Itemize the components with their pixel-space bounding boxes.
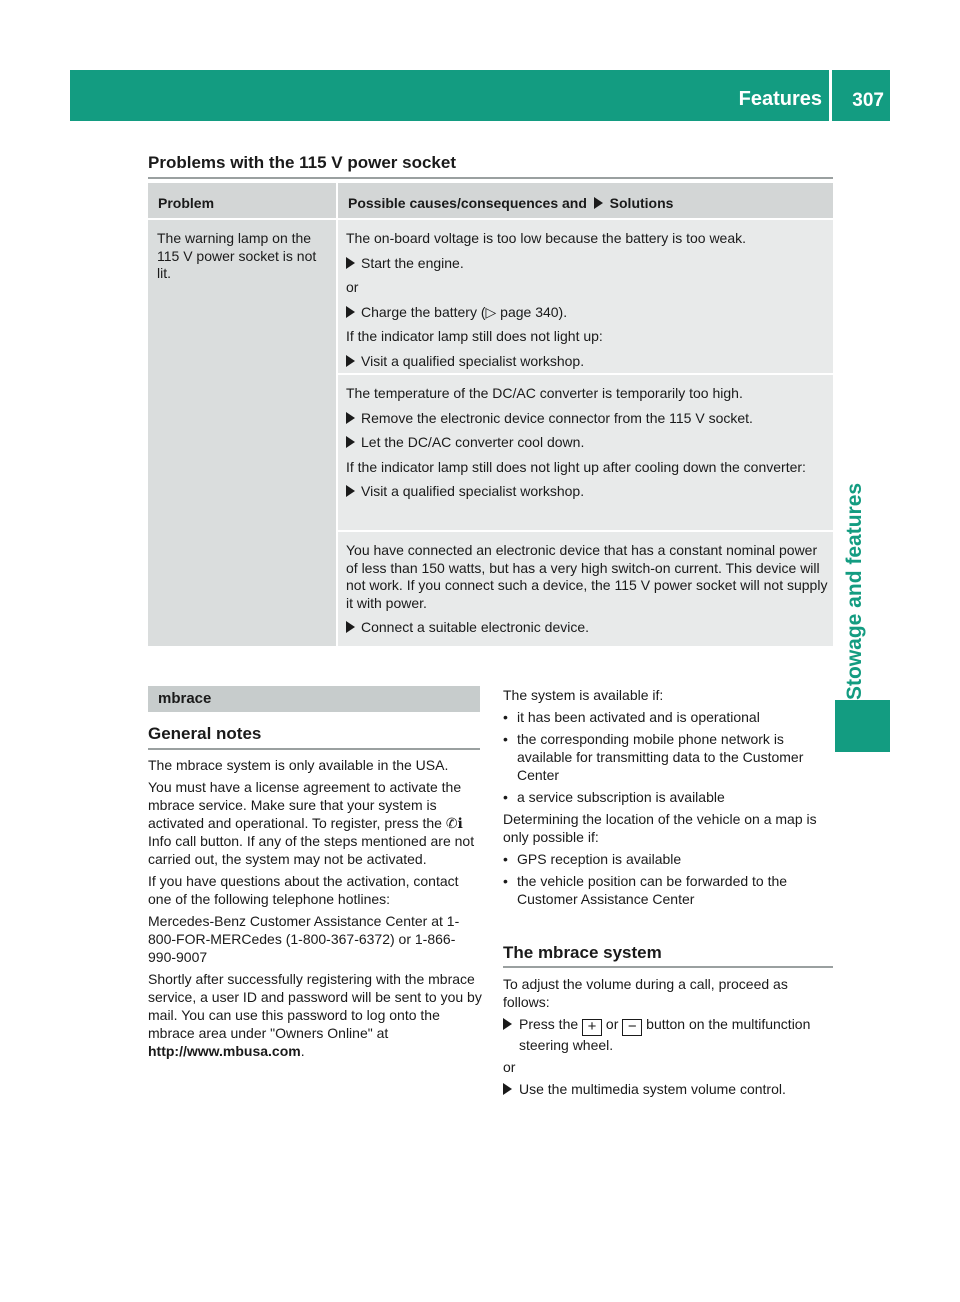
paragraph: The mbrace system is only available in the USA. (148, 757, 449, 773)
step: Charge the battery (▷ page 340). (346, 304, 828, 322)
step: Press the + or − button on the multifunction steering wheel. (503, 1015, 835, 1054)
plus-key-icon: + (582, 1019, 602, 1036)
paragraph: To adjust the volume during a call, proceed as follows: (503, 976, 788, 1010)
list-item: • the corresponding mobile phone network is available for transmitting data to the Customer Center (503, 731, 804, 783)
section-title: Problems with the 115 V power socket (148, 153, 456, 172)
arrow-icon (503, 1018, 512, 1030)
arrow-icon (346, 436, 355, 448)
arrow-icon (594, 197, 603, 209)
availability-column (503, 686, 835, 912)
step: Visit a qualified specialist workshop. (346, 353, 828, 371)
cause-text: You have connected an electronic device that has a constant nominal power of less than 150 watts, but has a very high switch-on current. This device will not work. If you connect such a device, the 115 V power socket will not supply it with power. (346, 542, 828, 611)
mbrace-system-divider (503, 966, 833, 968)
problem-cell (148, 220, 336, 646)
arrow-icon (346, 621, 355, 633)
cause-text: The on-board voltage is too low because the battery is too weak. (346, 230, 747, 246)
table-header-problem (148, 183, 336, 218)
solution-cell-3 (338, 532, 833, 646)
step: Let the DC/AC converter cool down. (346, 434, 828, 452)
chapter-title: Features (738, 88, 822, 110)
general-notes-title: General notes (148, 724, 262, 743)
arrow-icon (346, 355, 355, 367)
paragraph: Determining the location of the vehicle on a map is only possible if: (503, 811, 817, 845)
side-tab-label: Stowage and features (843, 482, 866, 700)
solution-cell-1 (338, 220, 833, 373)
minus-key-icon: − (622, 1019, 642, 1036)
table-header-solutions (338, 183, 833, 218)
phone-info-icon: ✆ℹ (445, 815, 463, 831)
step: Visit a qualified specialist workshop. (346, 483, 828, 501)
solution-cell-2 (338, 375, 833, 530)
mbrace-label: mbrace (148, 686, 480, 712)
header-solutions-label: Possible causes/consequences and Solutions (348, 195, 674, 211)
paragraph: The system is available if: (503, 687, 664, 703)
side-tab-marker (835, 700, 890, 752)
header-bar (70, 70, 890, 121)
arrow-icon (346, 412, 355, 424)
step: Start the engine. (346, 255, 828, 273)
step: Connect a suitable electronic device. (346, 619, 828, 637)
arrow-icon (346, 306, 355, 318)
followup-text: If the indicator lamp still does not light up: (346, 328, 603, 344)
arrow-icon (346, 485, 355, 497)
paragraph: Shortly after successfully registering with the mbrace service, a user ID and password will be sent to you by mail. You can use this password to log onto the mbrace area under "Owners Online" at http://www.mbusa.com. (148, 971, 482, 1059)
problem-text: The warning lamp on the 115 V power socket is not lit. (157, 230, 317, 281)
paragraph: You must have a license agreement to activate the mbrace service. Make sure that your system is activated and operational. To register, press the ✆ℹ Info call button. If any of the steps mentioned are not carried out, the system may not be activated. (148, 779, 475, 867)
step: Remove the electronic device connector from the 115 V socket. (346, 410, 828, 428)
arrow-icon (503, 1083, 512, 1095)
list-item: • a service subscription is available (503, 789, 725, 805)
cause-text: The temperature of the DC/AC converter is temporarily too high. (346, 385, 743, 401)
mbrace-system-title: The mbrace system (503, 943, 662, 962)
or-text: or (503, 1059, 516, 1075)
header-problem-label: Problem (158, 195, 215, 211)
side-tab (843, 482, 883, 701)
paragraph: If you have questions about the activation, contact one of the following telephone hotlines: (148, 873, 459, 907)
section-divider (148, 177, 833, 179)
page-number: 307 (852, 90, 884, 111)
arrow-icon (346, 257, 355, 269)
general-notes-column (148, 756, 482, 1064)
step: Use the multimedia system volume control. (503, 1080, 835, 1098)
general-notes-divider (148, 748, 480, 750)
or-text: or (346, 279, 359, 295)
volume-column (503, 975, 835, 1102)
list-item: • it has been activated and is operational (503, 709, 760, 725)
list-item: • the vehicle position can be forwarded to the Customer Assistance Center (503, 873, 788, 907)
followup-text: If the indicator lamp still does not light up after cooling down the converter: (346, 458, 806, 475)
list-item: • GPS reception is available (503, 851, 682, 867)
paragraph: Mercedes-Benz Customer Assistance Center at 1-800-FOR-MERCedes (1-800-367-6372) or 1-866-990-9007 (148, 913, 460, 965)
mbusa-link: http://www.mbusa.com (148, 1043, 301, 1059)
header-divider (829, 70, 832, 121)
